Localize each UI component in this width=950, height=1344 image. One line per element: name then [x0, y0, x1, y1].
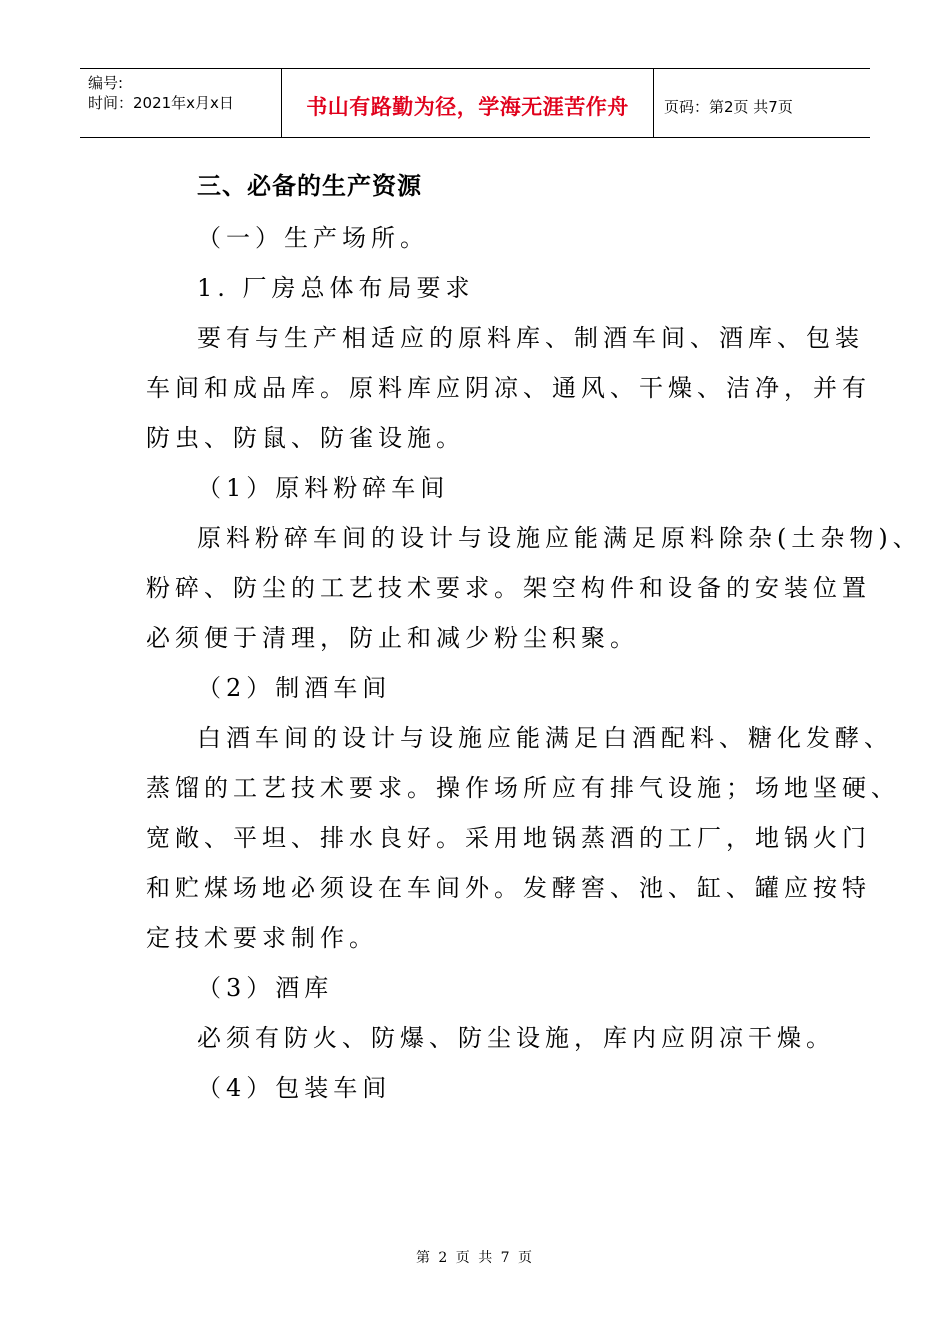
subsection-heading: （3）酒库 — [197, 974, 334, 1002]
paragraph-line: 原料粉碎车间的设计与设施应能满足原料除杂(土杂物)、 — [197, 524, 922, 552]
subsection-heading: （4）包装车间 — [197, 1074, 392, 1102]
document-number-label: 编号: — [88, 74, 124, 92]
paragraph-line: 防虫、防鼠、防雀设施。 — [146, 424, 465, 452]
section-title: 三、必备的生产资源 — [197, 172, 422, 200]
subsection-heading: （1）原料粉碎车间 — [197, 474, 450, 502]
header-motto-cell — [282, 69, 654, 137]
paragraph-line: 和贮煤场地必须设在车间外。发酵窖、池、缸、罐应按特 — [146, 874, 871, 902]
paragraph-line: 蒸馏的工艺技术要求。操作场所应有排气设施；场地坚硬、 — [146, 774, 900, 802]
page-header — [80, 68, 870, 138]
paragraph-line: 白酒车间的设计与设施应能满足白酒配料、糖化发酵、 — [197, 724, 893, 752]
paragraph-line: 宽敞、平坦、排水良好。采用地锅蒸酒的工厂，地锅火门 — [146, 824, 871, 852]
subsection-heading: （2）制酒车间 — [197, 674, 392, 702]
header-meta-cell — [80, 69, 282, 137]
header-page-number: 页码：第2页 共7页 — [664, 97, 793, 116]
page-footer: 第 2 页 共 7 页 — [415, 1250, 535, 1266]
paragraph-line: 定技术要求制作。 — [146, 924, 378, 952]
subsection-heading: 1. 厂房总体布局要求 — [197, 274, 475, 302]
paragraph-line: 粉碎、防尘的工艺技术要求。架空构件和设备的安装位置 — [146, 574, 871, 602]
paragraph-line: 必须有防火、防爆、防尘设施，库内应阴凉干燥。 — [197, 1024, 835, 1052]
document-date-label: 时间：2021年x月x日 — [88, 94, 234, 112]
paragraph-line: 车间和成品库。原料库应阴凉、通风、干燥、洁净，并有 — [146, 374, 871, 402]
header-motto: 书山有路勤为径，学海无涯苦作舟 — [306, 95, 629, 119]
subsection-heading: （一）生产场所。 — [197, 224, 429, 252]
header-page-cell — [654, 69, 870, 137]
paragraph-line: 必须便于清理，防止和减少粉尘积聚。 — [146, 624, 639, 652]
paragraph-line: 要有与生产相适应的原料库、制酒车间、酒库、包装 — [197, 324, 864, 352]
